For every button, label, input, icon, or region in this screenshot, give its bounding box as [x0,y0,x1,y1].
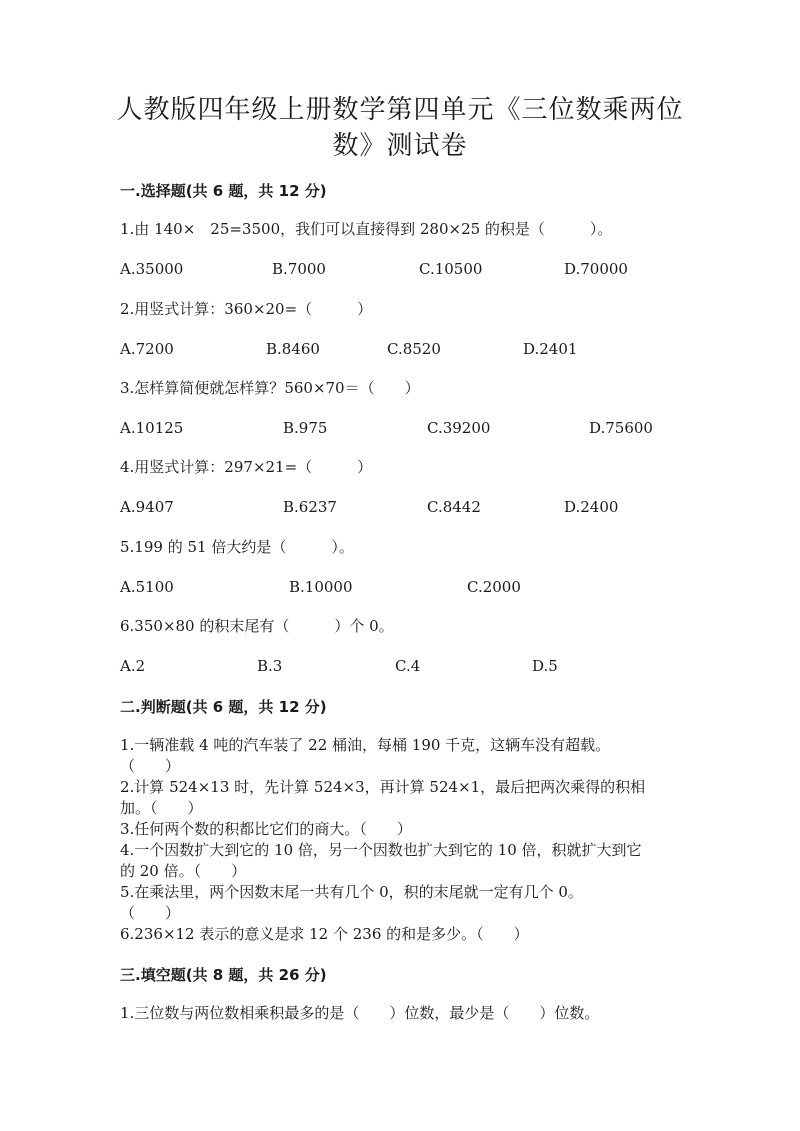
section-heading-choice: 一.选择题(共 6 题，共 12 分) [120,182,327,200]
judgement-line: 1.一辆准载 4 吨的汽车装了 22 桶油，每桶 190 千克，这辆车没有超载。 [120,736,611,754]
judgement-line: 6.236×12 表示的意义是求 12 个 236 的和是多少。（ ） [120,925,529,943]
choice-option: A.2 [120,657,146,675]
exam-title-line2: 数》测试卷 [332,131,468,161]
choice-option: D.5 [532,657,558,675]
choice-question-4: 4.用竖式计算：297×21=（ ） [120,458,373,476]
choice-option: A.9407 [120,498,174,516]
choice-option: B.7000 [272,260,326,278]
choice-option: C.8520 [387,340,441,358]
choice-option: C.39200 [427,419,491,437]
choice-question-5: 5.199 的 51 倍大约是（ ）。 [120,538,354,556]
judgement-line: （ ） [120,904,181,922]
choice-option: D.2400 [564,498,619,516]
choice-question-3: 3.怎样算简便就怎样算？560×70＝（ ） [120,379,420,397]
choice-option: B.8460 [266,340,320,358]
choice-option: C.2000 [467,578,521,596]
choice-option: A.10125 [120,419,184,437]
choice-option: B.10000 [289,578,353,596]
choice-question-6: 6.350×80 的积末尾有（ ）个 0。 [120,617,394,635]
choice-option: B.6237 [283,498,337,516]
judgement-line: 5.在乘法里，两个因数末尾一共有几个 0，积的末尾就一定有几个 0。 [120,883,583,901]
judgement-line: （ ） [120,757,181,775]
choice-option: C.8442 [427,498,481,516]
choice-question-1: 1.由 140× 25=3500，我们可以直接得到 280×25 的积是（ ）。 [120,220,613,238]
choice-option: D.2401 [523,340,578,358]
judgement-line: 2.计算 524×13 时，先计算 524×3，再计算 524×1，最后把两次乘得的积相 [120,778,646,796]
section-heading-fill-blank: 三.填空题(共 8 题，共 26 分) [120,966,327,984]
choice-option: C.10500 [419,260,483,278]
judgement-line: 4.一个因数扩大到它的 10 倍，另一个因数也扩大到它的 10 倍，积就扩大到它 [120,841,642,859]
choice-question-2: 2.用竖式计算：360×20=（ ） [120,300,373,318]
choice-option: A.7200 [120,340,174,358]
choice-option: C.4 [395,657,421,675]
judgement-line: 加。（ ） [120,799,203,817]
choice-option: B.975 [283,419,328,437]
fill-blank-question-1: 1.三位数与两位数相乘积最多的是（ ）位数，最少是（ ）位数。 [120,1004,600,1022]
choice-option: D.70000 [564,260,628,278]
choice-option: A.35000 [120,260,184,278]
choice-option: A.5100 [120,578,174,596]
section-heading-judgement: 二.判断题(共 6 题，共 12 分) [120,698,327,716]
choice-option: D.75600 [589,419,653,437]
choice-option: B.3 [257,657,283,675]
judgement-line: 的 20 倍。（ ） [120,862,247,880]
exam-title-line1: 人教版四年级上册数学第四单元《三位数乘两位 [116,95,684,125]
judgement-line: 3.任何两个数的积都比它们的商大。（ ） [120,820,412,838]
